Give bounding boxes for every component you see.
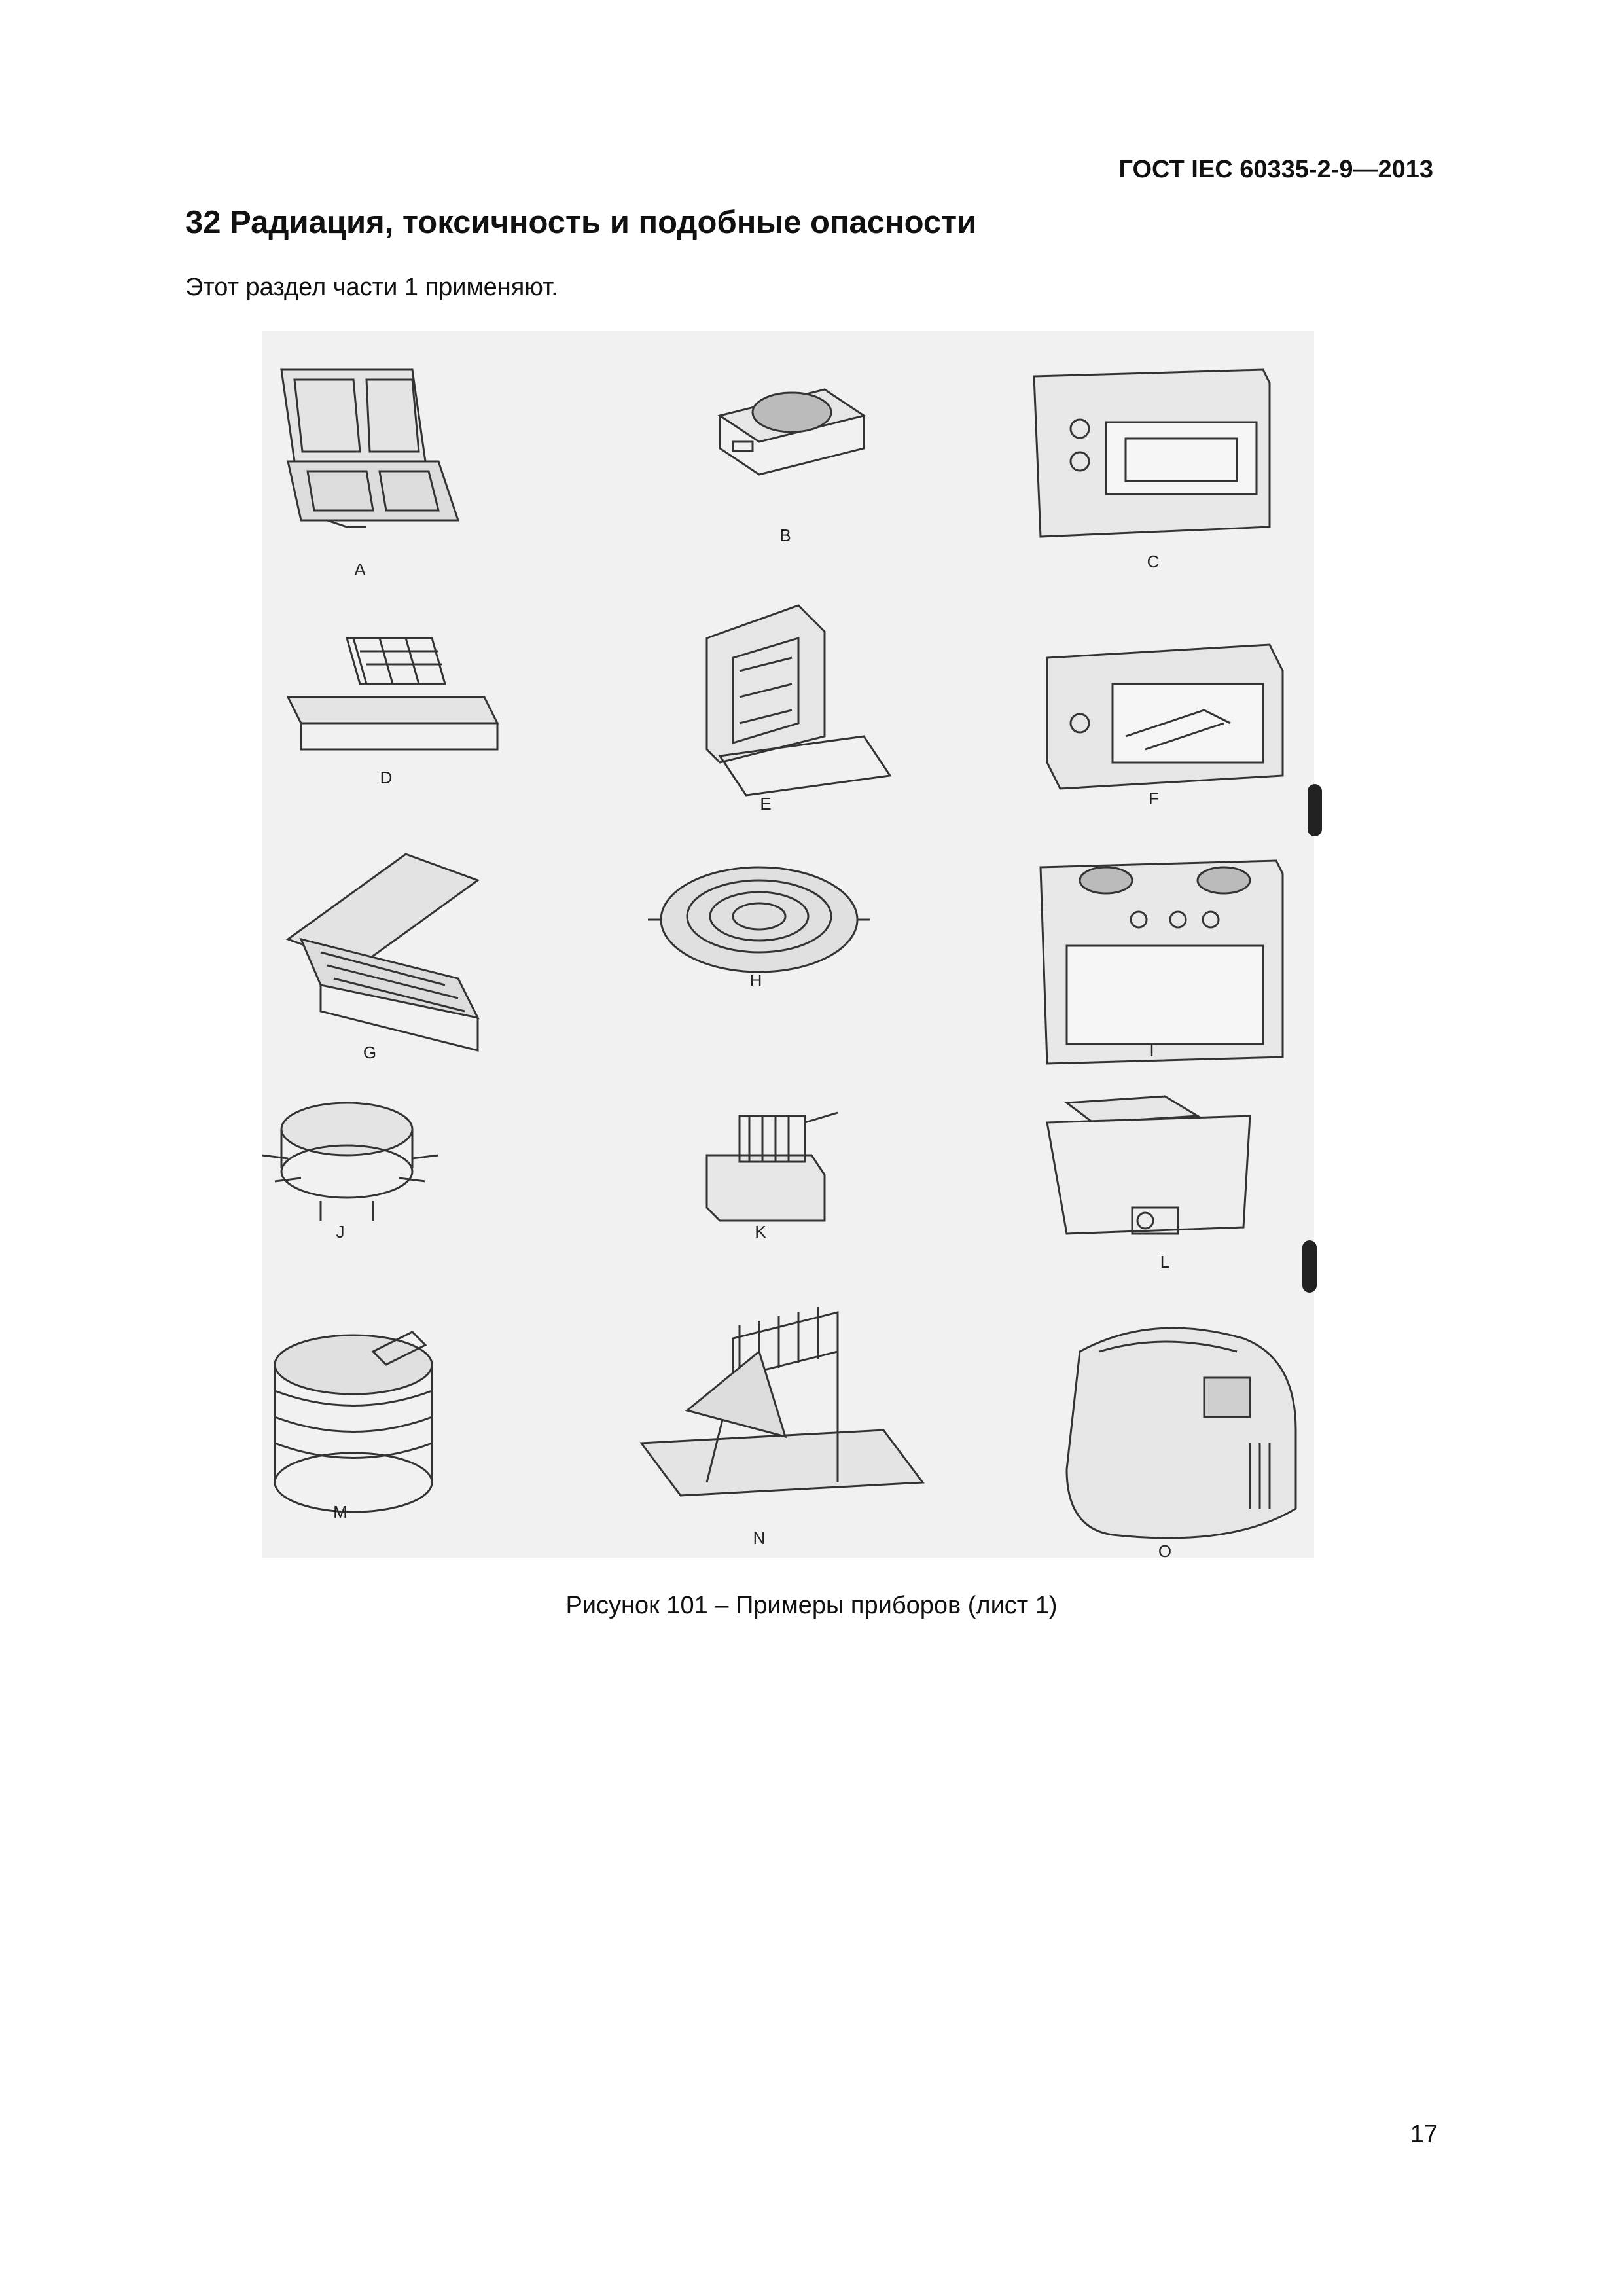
bread-maker-icon — [1067, 1328, 1296, 1538]
figure-caption: Рисунок 101 – Примеры приборов (лист 1) — [565, 1592, 1058, 1619]
figure-item-label: H — [749, 971, 762, 990]
roaster-pan-icon — [1047, 1096, 1250, 1234]
figure-item-label: F — [1149, 789, 1159, 808]
page-number: 17 — [1410, 2121, 1438, 2148]
rotisserie-icon — [641, 1307, 923, 1496]
raclette-grill-icon — [262, 1103, 438, 1221]
section-heading: 32 Радиация, токсичность и подобные опасности — [185, 205, 977, 240]
figure-item-label: M — [333, 1502, 348, 1522]
waffle-iron-icon — [281, 370, 458, 527]
figure-item-label: B — [779, 526, 791, 545]
mini-oven-icon — [1034, 370, 1270, 537]
figure-item-label: E — [760, 794, 772, 814]
food-dehydrator-icon — [275, 1332, 432, 1512]
figure-item-label: A — [354, 560, 366, 579]
figure-item-label: L — [1160, 1252, 1170, 1272]
section-paragraph: Этот раздел части 1 применяют. — [185, 274, 558, 301]
pizza-plate-icon — [648, 867, 870, 972]
binder-hole — [1302, 1240, 1317, 1293]
deep-fryer-icon — [707, 1113, 838, 1221]
figure-item-label: I — [1149, 1041, 1154, 1060]
figure-item-label: N — [753, 1528, 766, 1548]
vertical-toaster-icon — [707, 605, 890, 795]
hotplate-icon — [720, 389, 864, 475]
figure-item-label: K — [755, 1222, 766, 1242]
oven-with-hotplates-icon — [1041, 861, 1283, 1064]
figure-item-label: J — [336, 1222, 345, 1242]
figure-item-label: D — [380, 768, 393, 787]
toaster-oven-icon — [1047, 645, 1283, 789]
contact-grill-icon — [288, 854, 478, 1050]
figure-item-label: C — [1147, 552, 1160, 571]
appliance-figure — [262, 331, 1314, 1561]
figure-item-label: G — [363, 1043, 377, 1062]
document-code: ГОСТ IEC 60335-2-9—2013 — [1118, 156, 1433, 183]
figure-item-label: O — [1158, 1541, 1172, 1561]
binder-hole — [1308, 784, 1322, 836]
grill-plate-icon — [288, 638, 497, 749]
